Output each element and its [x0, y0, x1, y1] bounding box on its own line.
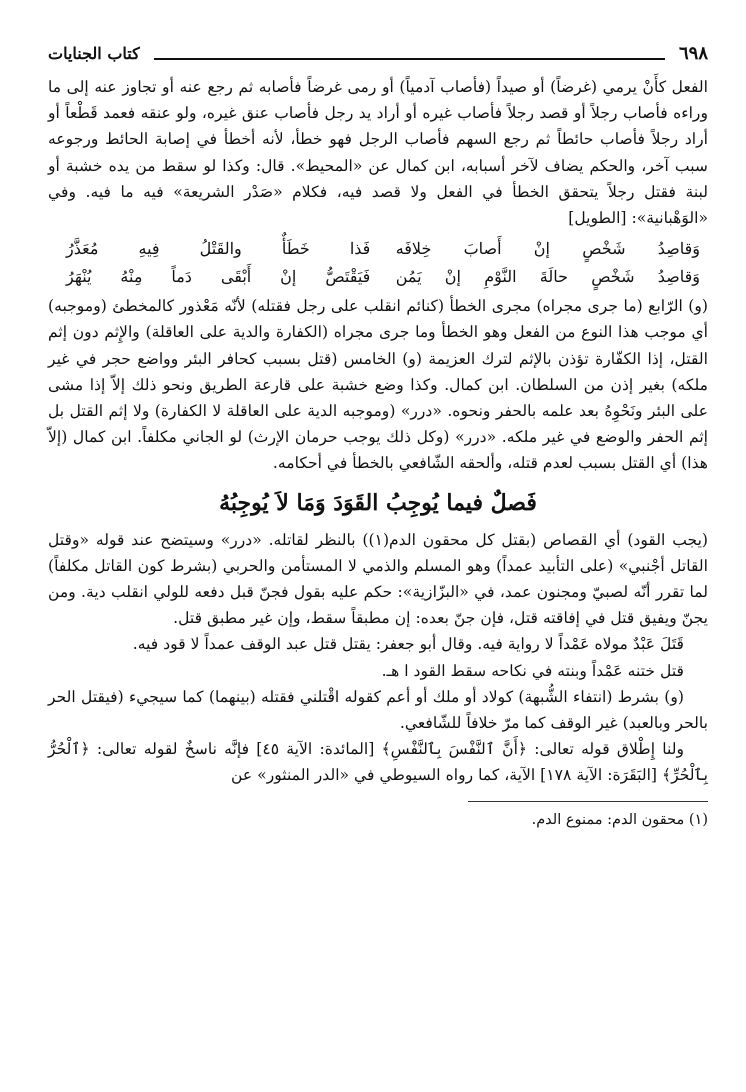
book-page [48, 40, 708, 1072]
paragraph-2: (و) الرّابع (ما جرى مجراه) مجرى الخطأ (كنائم انقلب على رجل فقتله) لأنّه مَعْذور كالمخطئ (وموجبه) أي موجب هذا النوع من الفعل وهو الخطأ وما جرى مجراه (الكفارة والدية على العاقلة) والإِثم دون إثم القتل، إذا الكفّارة تؤذن بالإثم لترك العزيمة (و) الخامس (قتل بسبب كحافر البئر وواضع حجر في غير ملكه) بغير إذن من السلطان. ابن كمال. وكذا وضع خشبة على قارعة الطريق ونحو ذلك إلاّ إذا مشى على البئر ونَحْوِهُ بعد علمه بالحفر ونحوه. «درر» (وموجبه الدية على العاقلة لا الكفارة) ولا إثم القتل بل إثم الحفر والوضع في غير ملكه. «درر» (وكل ذلك يوجب حرمان الإرث) لو الجاني مكلفاً. ابن كمال (إلاّ هذا) أي القتل بسبب لعدم قتله، وألحقه الشّافعي بالخطأ في أحكامه. [48, 297, 708, 473]
paragraph-1: الفعل كأَنْ يرمي (غرضاً) أو صيداً (فأصاب آدمياً) أو رمى غرضاً فأصابه ثم رجع عنه أو تجاوز عنه إلى ما وراءه فأصاب رجلاً أو قصد رجلاً فأصاب غيره أو أراد يد رجل فأصاب عنق غيره، ولو عنقه فعمد قَطْعاً أو أراد رجلاً فأصاب حائطاً ثم رجع السهم فأصاب الرجل فهو خطأ، لأنه أخطأ في إصابة الحائط ورجوعه سبب آخر، والحكم يضاف لآخر أسبابه، ابن كمال عن «المحيط». قال: وكذا لو سقط من يده خشبة أو لبنة فقتل رجلاً يتحقق الخطأ في الفعل ولا قصد فيه، فكلام «صَدْر الشريعة» فيه ما فيه. وفي «الوَهْبانية»: [الطويل] [48, 78, 708, 228]
paragraph-3: (يجب القود) أي القصاص (بقتل كل محقون الدم(١)) بالنظر لقاتله. «درر» وسيتضح عند قوله «وقتل القاتل أجْنبي» (على التأبيد عمداً) وهو المسلم والذمي لا المستأمن والحربي (بشرط كون القاتل مكلفاً) لما تقرر أنّه لصبيّ ومجنون عمد، في «البزّازية»: حكم عليه بقول فجنّ قبل دفعه للولي انقلب دية. ومن يجنّ ويفيق قتل في إفاقته قتل، فإن جنّ بعده: إن مطبقاً سقط، وإن غير مطبق قتل. [48, 530, 708, 628]
poem-hemistich: فَيَقْتَصُّ إنْ أَبْقَى دَماً مِنْهُ يُنْهَرُ [66, 267, 371, 287]
section-heading: فَصلٌ فيما يُوجِبُ القَوَدَ وَمَا لاَ يُوجِبُهُ [219, 489, 537, 516]
poem-block [48, 235, 708, 291]
poem-hemistich: فَذا خَطَأٌ والقَتْلُ فِيهِ مُعَذَّرُ [66, 239, 371, 259]
poem-hemistich: وَقاصِدُ شَخْصٍ إنْ أَصابَ خِلافَه [395, 239, 700, 259]
poem-line-1 [48, 235, 708, 263]
header-rule [154, 58, 665, 60]
paragraph-7: ولنا إِطْلاق قوله تعالى: ﴿أَنَّ ٱلنَّفْسَ بِٱلنَّفْسِ﴾ [المائدة: الآية ٤٥] فإنَّه ناسخٌ لقوله تعالى: ﴿ٱلْحُرُّ بِٱلْحُرِّ﴾ [البَقَرَة: الآية ١٧٨] الآية، كما رواه السيوطي في «الدر المنثور» عن [48, 740, 708, 785]
poem-line-2 [48, 263, 708, 291]
page-number: ٦٩٨ [678, 42, 708, 64]
footnote: (١) محقون الدم: ممنوع الدم. [531, 811, 708, 828]
paragraph-6: (و) بشرط (انتفاء الشُّبهة) كولاد أو ملك أو أعم كقوله اقْتلني فقتله (بينهما) كما سيجيء (فيقتل الحر بالحر وبالعبد) غير الوقف كما مرّ خلافاً للشّافعي. [48, 687, 708, 733]
page-body [48, 74, 708, 832]
page-header [48, 40, 708, 66]
book-title: كتاب الجنايات [48, 43, 140, 63]
paragraph-5: قتل ختنه عَمْداً وبنته في نكاحه سقط القود ا هـ. [381, 661, 684, 680]
poem-hemistich: وَقاصِدُ شَخْصٍ حالَةَ النَّوْمِ إنْ يَمُن [395, 267, 700, 287]
paragraph-4: قَتَلَ عَبْدٌ مولاه عَمْداً لا رواية فيه. وقال أبو جعفر: يقتل قتل عبد الوقف عمداً لا قود فيه. [132, 635, 684, 654]
footnote-divider [468, 801, 708, 802]
